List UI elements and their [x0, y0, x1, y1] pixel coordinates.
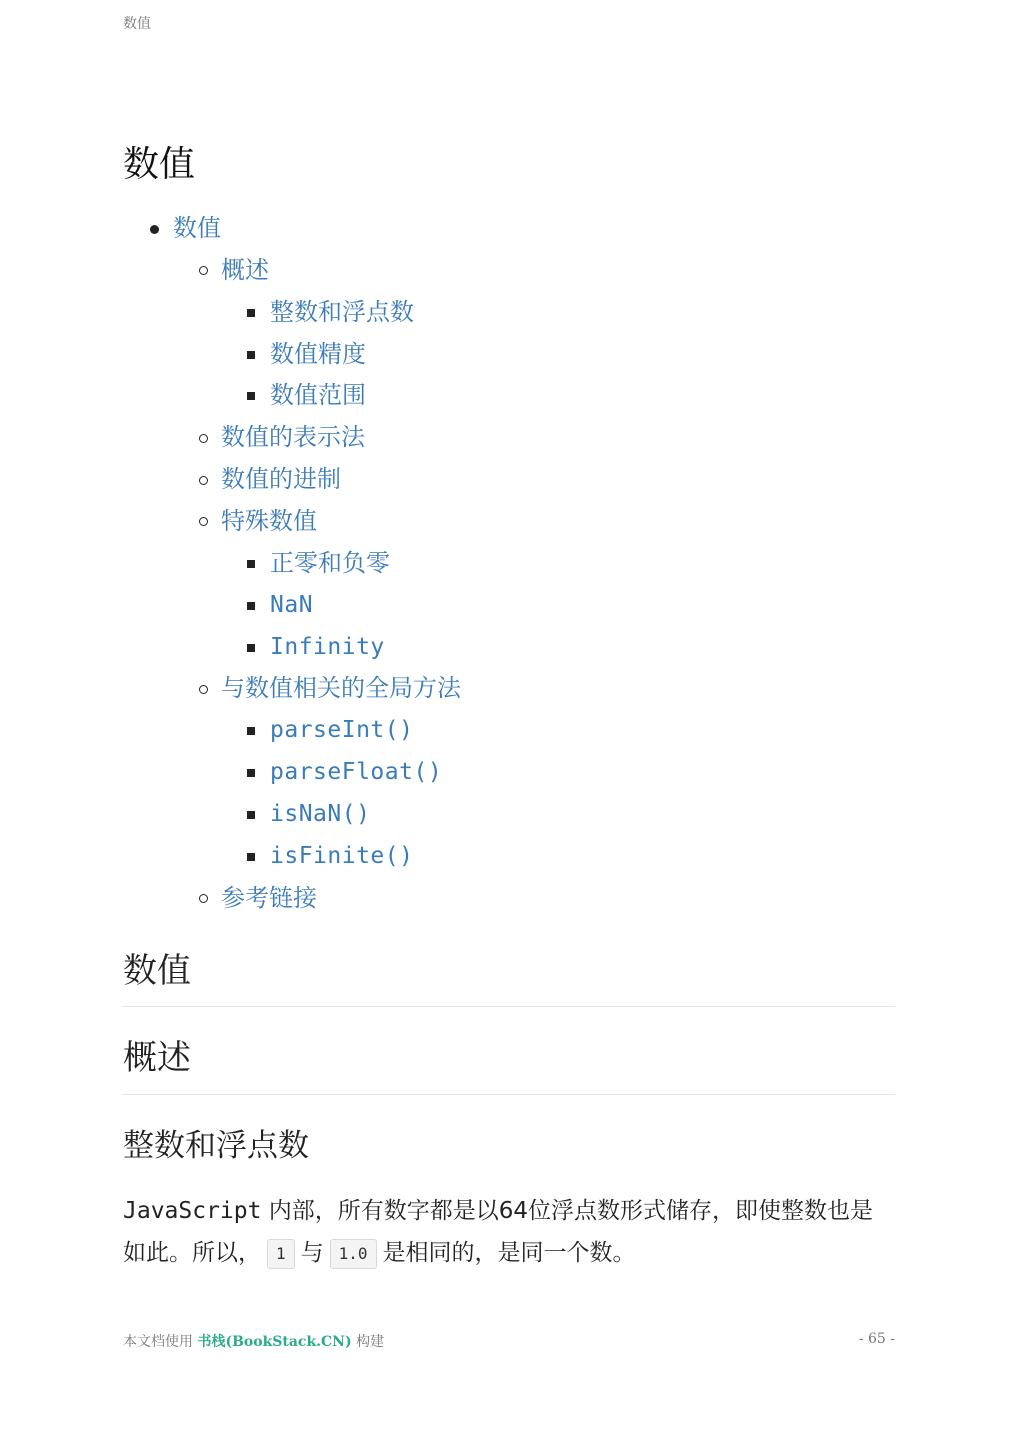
- footer-brand-link[interactable]: 书栈(BookStack.CN): [197, 1334, 352, 1350]
- section-heading-numbers: 数值: [123, 951, 191, 991]
- toc-link[interactable]: NaN: [270, 591, 314, 618]
- toc-bullet-square: [247, 392, 255, 400]
- toc-link[interactable]: 概述: [221, 255, 269, 284]
- toc-bullet-circle: [199, 476, 208, 485]
- toc-bullet-circle: [199, 894, 208, 903]
- toc-link[interactable]: 参考链接: [221, 883, 317, 912]
- inline-code-1: 1: [267, 1239, 295, 1269]
- toc-bullet-square: [247, 727, 255, 735]
- toc-bullet-circle: [199, 517, 208, 526]
- heading-divider: [123, 1006, 895, 1007]
- toc-bullet-circle: [199, 266, 208, 275]
- body-paragraph: [123, 1190, 895, 1274]
- section-heading-integers-floats: 整数和浮点数: [123, 1128, 309, 1164]
- code-javascript: JavaScript: [123, 1198, 262, 1224]
- toc-link[interactable]: 与数值相关的全局方法: [221, 674, 461, 703]
- toc-bullet-square: [247, 309, 255, 317]
- running-header: 数值: [123, 16, 151, 32]
- paragraph-text: 与: [300, 1240, 324, 1266]
- section-heading-overview: 概述: [123, 1038, 191, 1078]
- paragraph-text: 是相同的，是同一个数。: [382, 1240, 636, 1266]
- toc-bullet-square: [247, 644, 255, 652]
- toc-link[interactable]: parseFloat(): [270, 759, 443, 786]
- toc-bullet-square: [247, 811, 255, 819]
- toc-bullet-circle: [199, 685, 208, 694]
- toc-link[interactable]: 特殊数值: [221, 506, 317, 535]
- toc-link[interactable]: 数值: [173, 214, 221, 242]
- toc-link[interactable]: 整数和浮点数: [270, 297, 414, 326]
- toc-title: 数值: [123, 144, 196, 185]
- footer-prefix: 本文档使用: [123, 1334, 193, 1350]
- toc-bullet-square: [247, 351, 255, 359]
- toc-link[interactable]: isFinite(): [270, 842, 414, 869]
- toc-link[interactable]: parseInt(): [270, 717, 414, 744]
- toc-bullet-circle: [199, 434, 208, 443]
- toc-bullet-square: [247, 602, 255, 610]
- toc-bullet-square: [247, 769, 255, 777]
- toc-link[interactable]: 数值精度: [270, 339, 366, 368]
- toc-link[interactable]: 数值的进制: [221, 465, 341, 494]
- toc-link[interactable]: Infinity: [270, 633, 385, 660]
- paragraph-text: 内部，所有数字都是以64位浮点数形式储存，即使整数也是如此。所以，: [123, 1198, 874, 1266]
- toc-link[interactable]: isNaN(): [270, 800, 371, 827]
- toc-link[interactable]: 数值的表示法: [221, 423, 365, 452]
- toc-bullet-disc: [150, 225, 159, 234]
- toc-bullet-square: [247, 560, 255, 568]
- inline-code-1-0: 1.0: [330, 1239, 377, 1269]
- toc-bullet-square: [247, 853, 255, 861]
- page-footer: [123, 1331, 384, 1351]
- heading-divider: [123, 1094, 895, 1095]
- toc-link[interactable]: 数值范围: [270, 381, 366, 410]
- footer-suffix: 构建: [356, 1334, 385, 1350]
- page-number: - 65 -: [858, 1331, 895, 1347]
- toc-link[interactable]: 正零和负零: [270, 548, 390, 577]
